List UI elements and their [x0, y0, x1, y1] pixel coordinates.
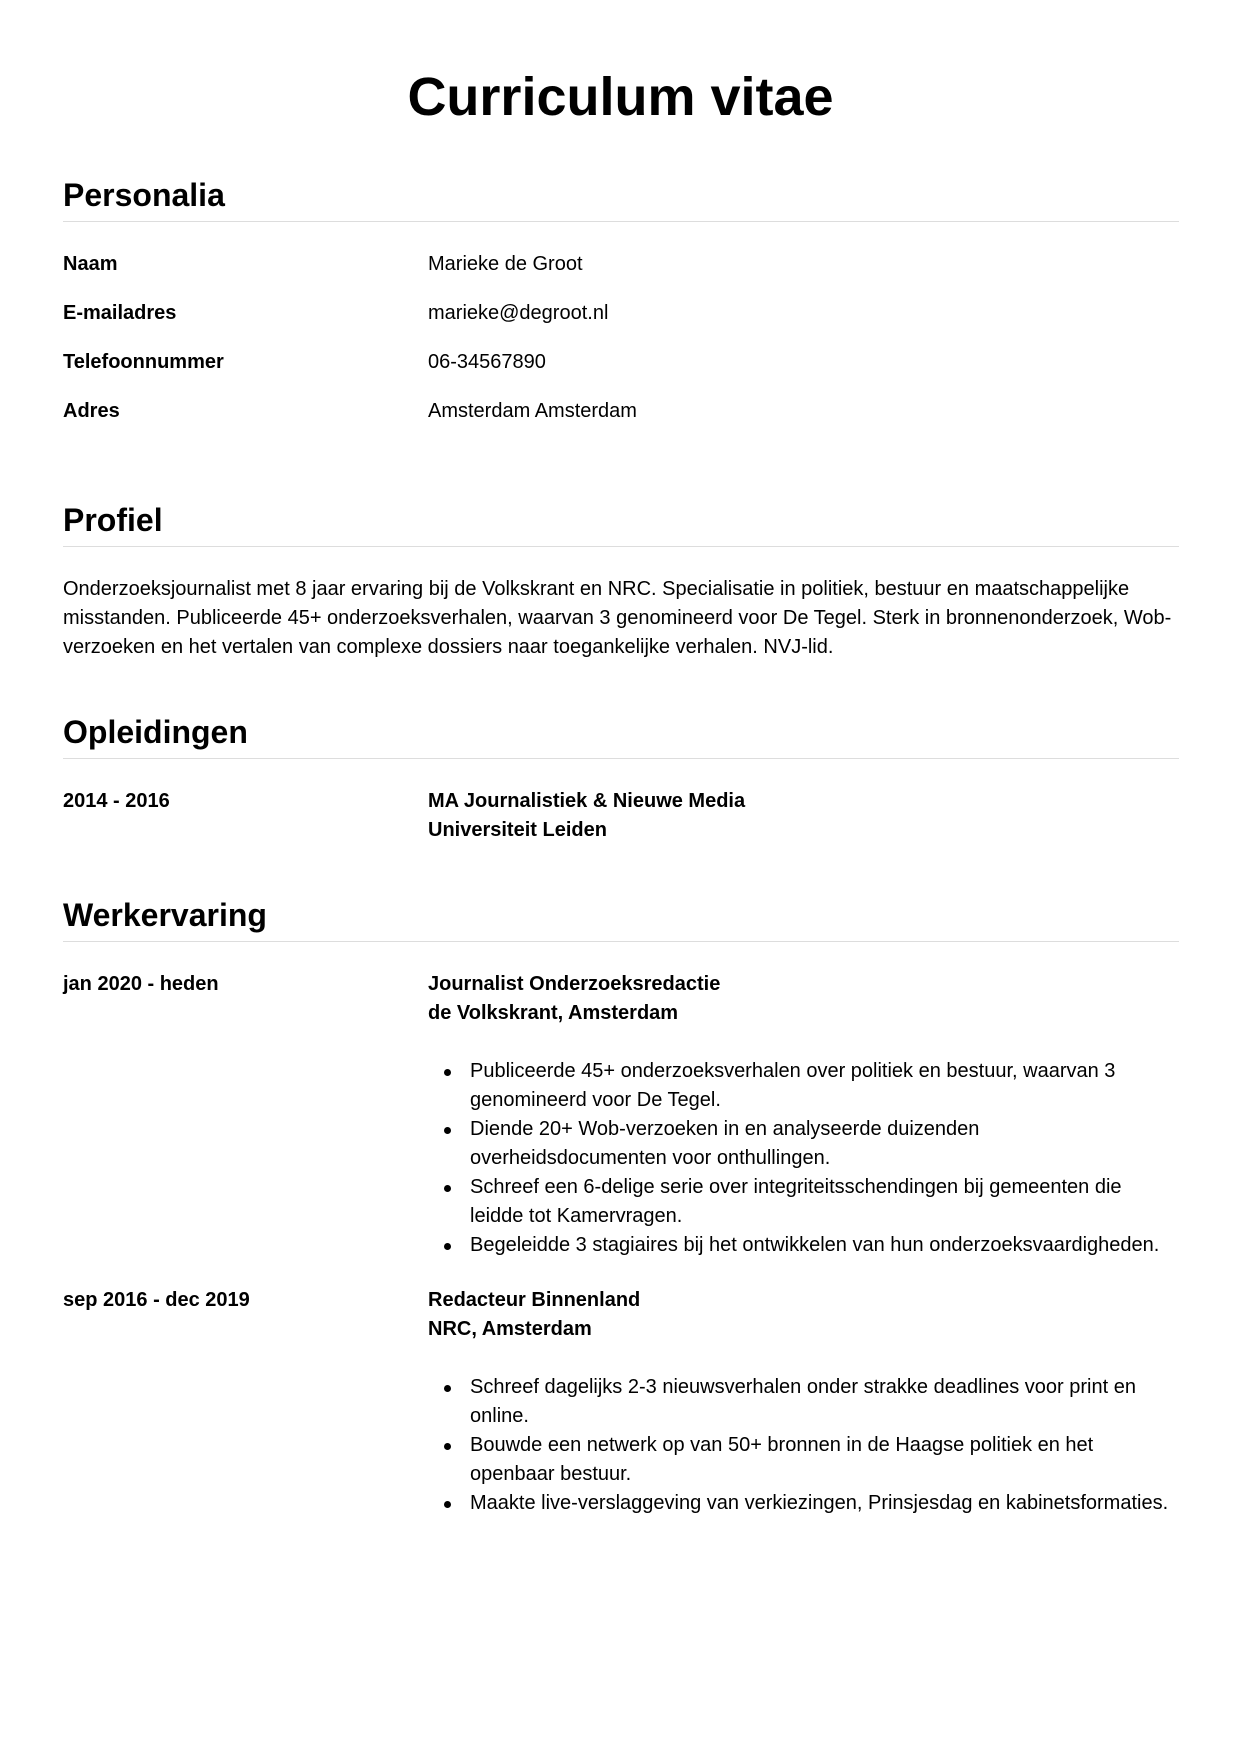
bullet-dot-icon	[444, 1501, 451, 1508]
bullet-text: Begeleidde 3 stagiaires bij het ontwikkelen van hun onderzoeksvaardigheden.	[470, 1234, 1160, 1256]
section-werkervaring	[63, 895, 1179, 1518]
entry-date: jan 2020 - heden	[63, 973, 219, 995]
bullet-dot-icon	[444, 1243, 451, 1250]
bullet-list	[428, 1057, 1179, 1260]
entry-title: Journalist Onderzoeksredactie	[428, 973, 721, 995]
entry-title: Redacteur Binnenland	[428, 1289, 641, 1311]
page-title: Curriculum vitae	[407, 67, 834, 127]
section-heading-personalia: Personalia	[63, 175, 1179, 222]
entry-body	[428, 1286, 1179, 1518]
bullet-item	[428, 1231, 1179, 1260]
entry-title: MA Journalistiek & Nieuwe Media	[428, 790, 746, 812]
bullet-item	[428, 1115, 1179, 1173]
personalia-row-adres	[63, 397, 1179, 426]
row-label: E-mailadres	[63, 302, 177, 324]
row-label: Naam	[63, 253, 118, 275]
education-entry	[63, 787, 1179, 845]
entry-org: de Volkskrant, Amsterdam	[428, 1002, 679, 1024]
bullet-dot-icon	[444, 1443, 451, 1450]
bullet-item	[428, 1173, 1179, 1231]
bullet-list	[428, 1373, 1179, 1518]
personalia-list	[63, 250, 1179, 426]
section-heading-opleidingen: Opleidingen	[63, 712, 1179, 759]
row-value: marieke@degroot.nl	[428, 302, 609, 324]
experience-entry	[63, 970, 1179, 1260]
section-profiel	[63, 500, 1179, 662]
entry-body	[428, 970, 1179, 1260]
section-heading-werkervaring: Werkervaring	[63, 895, 1179, 942]
bullet-dot-icon	[444, 1069, 451, 1076]
education-list	[63, 787, 1179, 845]
section-personalia	[63, 175, 1179, 426]
personalia-row-telefoon	[63, 348, 1179, 377]
personalia-row-naam	[63, 250, 1179, 279]
row-label: Adres	[63, 400, 120, 422]
entry-org: NRC, Amsterdam	[428, 1318, 592, 1340]
bullet-text: Bouwde een netwerk op van 50+ bronnen in de Haagse politiek en het openbaar bestuur.	[470, 1434, 1094, 1485]
personalia-row-email	[63, 299, 1179, 328]
bullet-text: Schreef dagelijks 2-3 nieuwsverhalen onder strakke deadlines voor print en online.	[470, 1376, 1136, 1427]
bullet-item	[428, 1489, 1179, 1518]
bullet-text: Publiceerde 45+ onderzoeksverhalen over politiek en bestuur, waarvan 3 genomineerd voor De Tegel.	[470, 1060, 1116, 1111]
bullet-text: Maakte live-verslaggeving van verkiezingen, Prinsjesdag en kabinetsformaties.	[470, 1492, 1169, 1514]
entry-date: 2014 - 2016	[63, 790, 170, 812]
section-opleidingen	[63, 712, 1179, 845]
bullet-dot-icon	[444, 1185, 451, 1192]
section-heading-profiel: Profiel	[63, 500, 1179, 547]
bullet-item	[428, 1057, 1179, 1115]
row-value: 06-34567890	[428, 351, 546, 373]
row-label: Telefoonnummer	[63, 351, 224, 373]
experience-list	[63, 970, 1179, 1518]
profile-text: Onderzoeksjournalist met 8 jaar ervaring bij de Volkskrant en NRC. Specialisatie in politiek, bestuur en maatschappelijke misstanden. Publiceerde 45+ onderzoeksverhalen, waarvan 3 genomineerd voor De Tegel. Sterk in bronnenonderzoek, Wob-verzoeken en het vertalen van complexe dossiers naar toegankelijke verhalen. NVJ-lid.	[63, 578, 1172, 658]
bullet-dot-icon	[444, 1127, 451, 1134]
experience-entry	[63, 1286, 1179, 1518]
bullet-dot-icon	[444, 1385, 451, 1392]
row-value: Marieke de Groot	[428, 253, 583, 275]
row-value: Amsterdam Amsterdam	[428, 400, 637, 422]
entry-date: sep 2016 - dec 2019	[63, 1289, 250, 1311]
entry-body	[428, 787, 1179, 845]
bullet-text: Diende 20+ Wob-verzoeken in en analyseerde duizenden overheidsdocumenten voor onthullingen.	[470, 1118, 980, 1169]
bullet-item	[428, 1373, 1179, 1431]
bullet-text: Schreef een 6-delige serie over integriteitsschendingen bij gemeenten die leidde tot Kamervragen.	[470, 1176, 1122, 1227]
entry-org: Universiteit Leiden	[428, 819, 607, 841]
bullet-item	[428, 1431, 1179, 1489]
